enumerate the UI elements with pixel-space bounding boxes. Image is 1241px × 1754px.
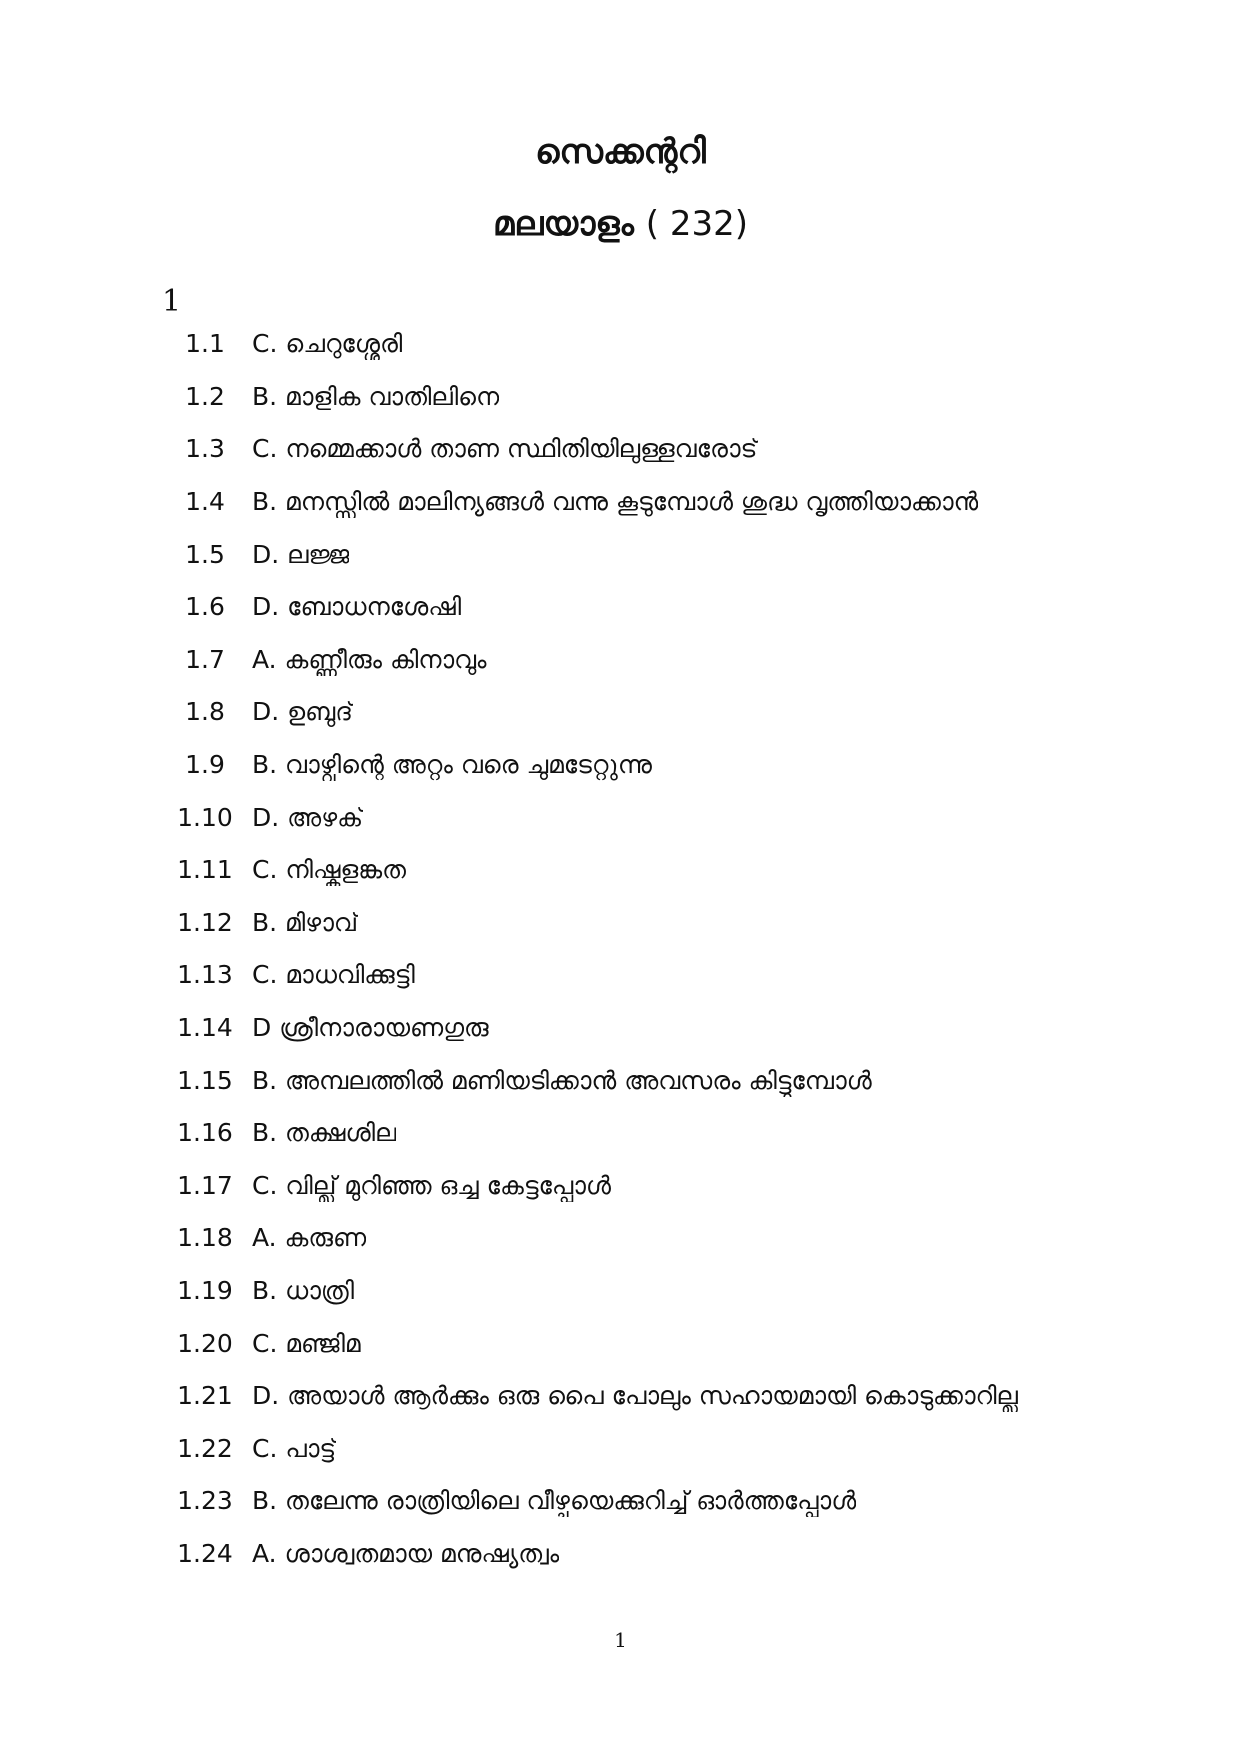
answer-row <box>0 1107 1241 1160</box>
page-number: 1 <box>614 1628 627 1652</box>
answer-text: C. വില്ല് മുറിഞ്ഞ ഒച്ച കേട്ടപ്പോൾ <box>252 1170 611 1200</box>
page-title: സെക്കന്ററി <box>535 132 706 172</box>
answer-text: B. മാളിക വാതിലിനെ <box>252 381 500 411</box>
answer-text: D ശ്രീനാരായണഗുരു <box>252 1013 489 1043</box>
question-number: 1.8 <box>185 697 225 727</box>
answer-row <box>0 634 1241 687</box>
answer-text: D. ബോധനശേഷി <box>252 592 462 622</box>
answer-text: D. അയാൾ ആർക്കും ഒരു പൈ പോലും സഹായമായി കൊടുക്കാറില്ല <box>252 1381 1018 1411</box>
answer-row <box>0 423 1241 476</box>
answer-row <box>0 1054 1241 1107</box>
answer-text: C. മഞ്ജിമ <box>252 1328 361 1358</box>
answer-row <box>0 476 1241 529</box>
answer-text: B. മനസ്സിൽ മാലിന്യങ്ങൾ വന്നു കൂടുമ്പോൾ ശുദ്ധ വൃത്തിയാക്കാൻ <box>252 487 979 517</box>
answer-row <box>0 371 1241 424</box>
answer-row <box>0 1528 1241 1581</box>
answer-text: D. ഉബുദ് <box>252 697 353 727</box>
answer-text: D. ലജ്ജ <box>252 539 350 569</box>
question-number: 1.10 <box>177 802 233 832</box>
answer-row <box>0 739 1241 792</box>
answer-row <box>0 1212 1241 1265</box>
answer-list <box>0 318 1241 1580</box>
answer-text: C. മാധവിക്കുട്ടി <box>252 960 415 990</box>
answer-text: C. ചെറുശ്ശേരി <box>252 329 403 359</box>
question-number: 1.16 <box>177 1118 233 1148</box>
answer-text: A. കണ്ണീരും കിനാവും <box>252 644 487 674</box>
subject-name: മലയാളം <box>493 204 634 244</box>
question-number: 1.17 <box>177 1170 233 1200</box>
question-number: 1.2 <box>185 381 225 411</box>
question-number: 1.24 <box>177 1538 233 1568</box>
answer-row <box>0 318 1241 371</box>
subject-heading <box>0 202 1241 246</box>
answer-row <box>0 1265 1241 1318</box>
question-number: 1.11 <box>177 855 233 885</box>
question-number: 1.6 <box>185 592 225 622</box>
question-number: 1.18 <box>177 1223 233 1253</box>
answer-row <box>0 844 1241 897</box>
question-number: 1.13 <box>177 960 233 990</box>
answer-text: B. വാഴ്വിന്റെ അറ്റം വരെ ചുമടേറ്റുന്നു <box>252 750 652 780</box>
answer-row <box>0 949 1241 1002</box>
question-number: 1.19 <box>177 1275 233 1305</box>
question-number: 1.15 <box>177 1065 233 1095</box>
answer-text: B. അമ്പലത്തിൽ മണിയടിക്കാൻ അവസരം കിട്ടുമ്പോൾ <box>252 1065 872 1095</box>
answer-row <box>0 791 1241 844</box>
question-number: 1.7 <box>185 644 225 674</box>
question-number: 1.12 <box>177 907 233 937</box>
answer-text: C. പാട്ട് <box>252 1433 337 1463</box>
question-number: 1.5 <box>185 539 225 569</box>
answer-row <box>0 1317 1241 1370</box>
answer-text: A. ശാശ്വതമായ മനുഷ്യത്വം <box>252 1538 560 1568</box>
question-number: 1.4 <box>185 487 225 517</box>
section-number: 1 <box>162 284 182 319</box>
answer-row <box>0 686 1241 739</box>
answer-text: B. ധാത്രി <box>252 1275 355 1305</box>
answer-row <box>0 1002 1241 1055</box>
answer-row <box>0 1475 1241 1528</box>
answer-row <box>0 897 1241 950</box>
answer-row <box>0 581 1241 634</box>
question-number: 1.1 <box>185 329 225 359</box>
answer-row <box>0 528 1241 581</box>
answer-text: C. നമ്മെക്കാൾ താണ സ്ഥിതിയിലുള്ളവരോട് <box>252 434 758 464</box>
question-number: 1.3 <box>185 434 225 464</box>
subject-code: ( 232) <box>645 204 748 244</box>
answer-row <box>0 1160 1241 1213</box>
question-number: 1.23 <box>177 1486 233 1516</box>
question-number: 1.20 <box>177 1328 233 1358</box>
answer-text: D. അഴക് <box>252 802 364 832</box>
question-number: 1.14 <box>177 1013 233 1043</box>
question-number: 1.21 <box>177 1381 233 1411</box>
question-number: 1.22 <box>177 1433 233 1463</box>
question-number: 1.9 <box>185 750 225 780</box>
answer-text: B. മിഴാവ് <box>252 907 359 937</box>
answer-text: B. തക്ഷശില <box>252 1118 397 1148</box>
answer-text: C. നിഷ്കളങ്കത <box>252 855 407 885</box>
answer-row <box>0 1370 1241 1423</box>
answer-text: B. തലേന്നു രാത്രിയിലെ വീഴ്ചയെക്കുറിച്ച് ഓർത്തപ്പോൾ <box>252 1486 857 1516</box>
answer-text: A. കരുണ <box>252 1223 367 1253</box>
answer-row <box>0 1422 1241 1475</box>
